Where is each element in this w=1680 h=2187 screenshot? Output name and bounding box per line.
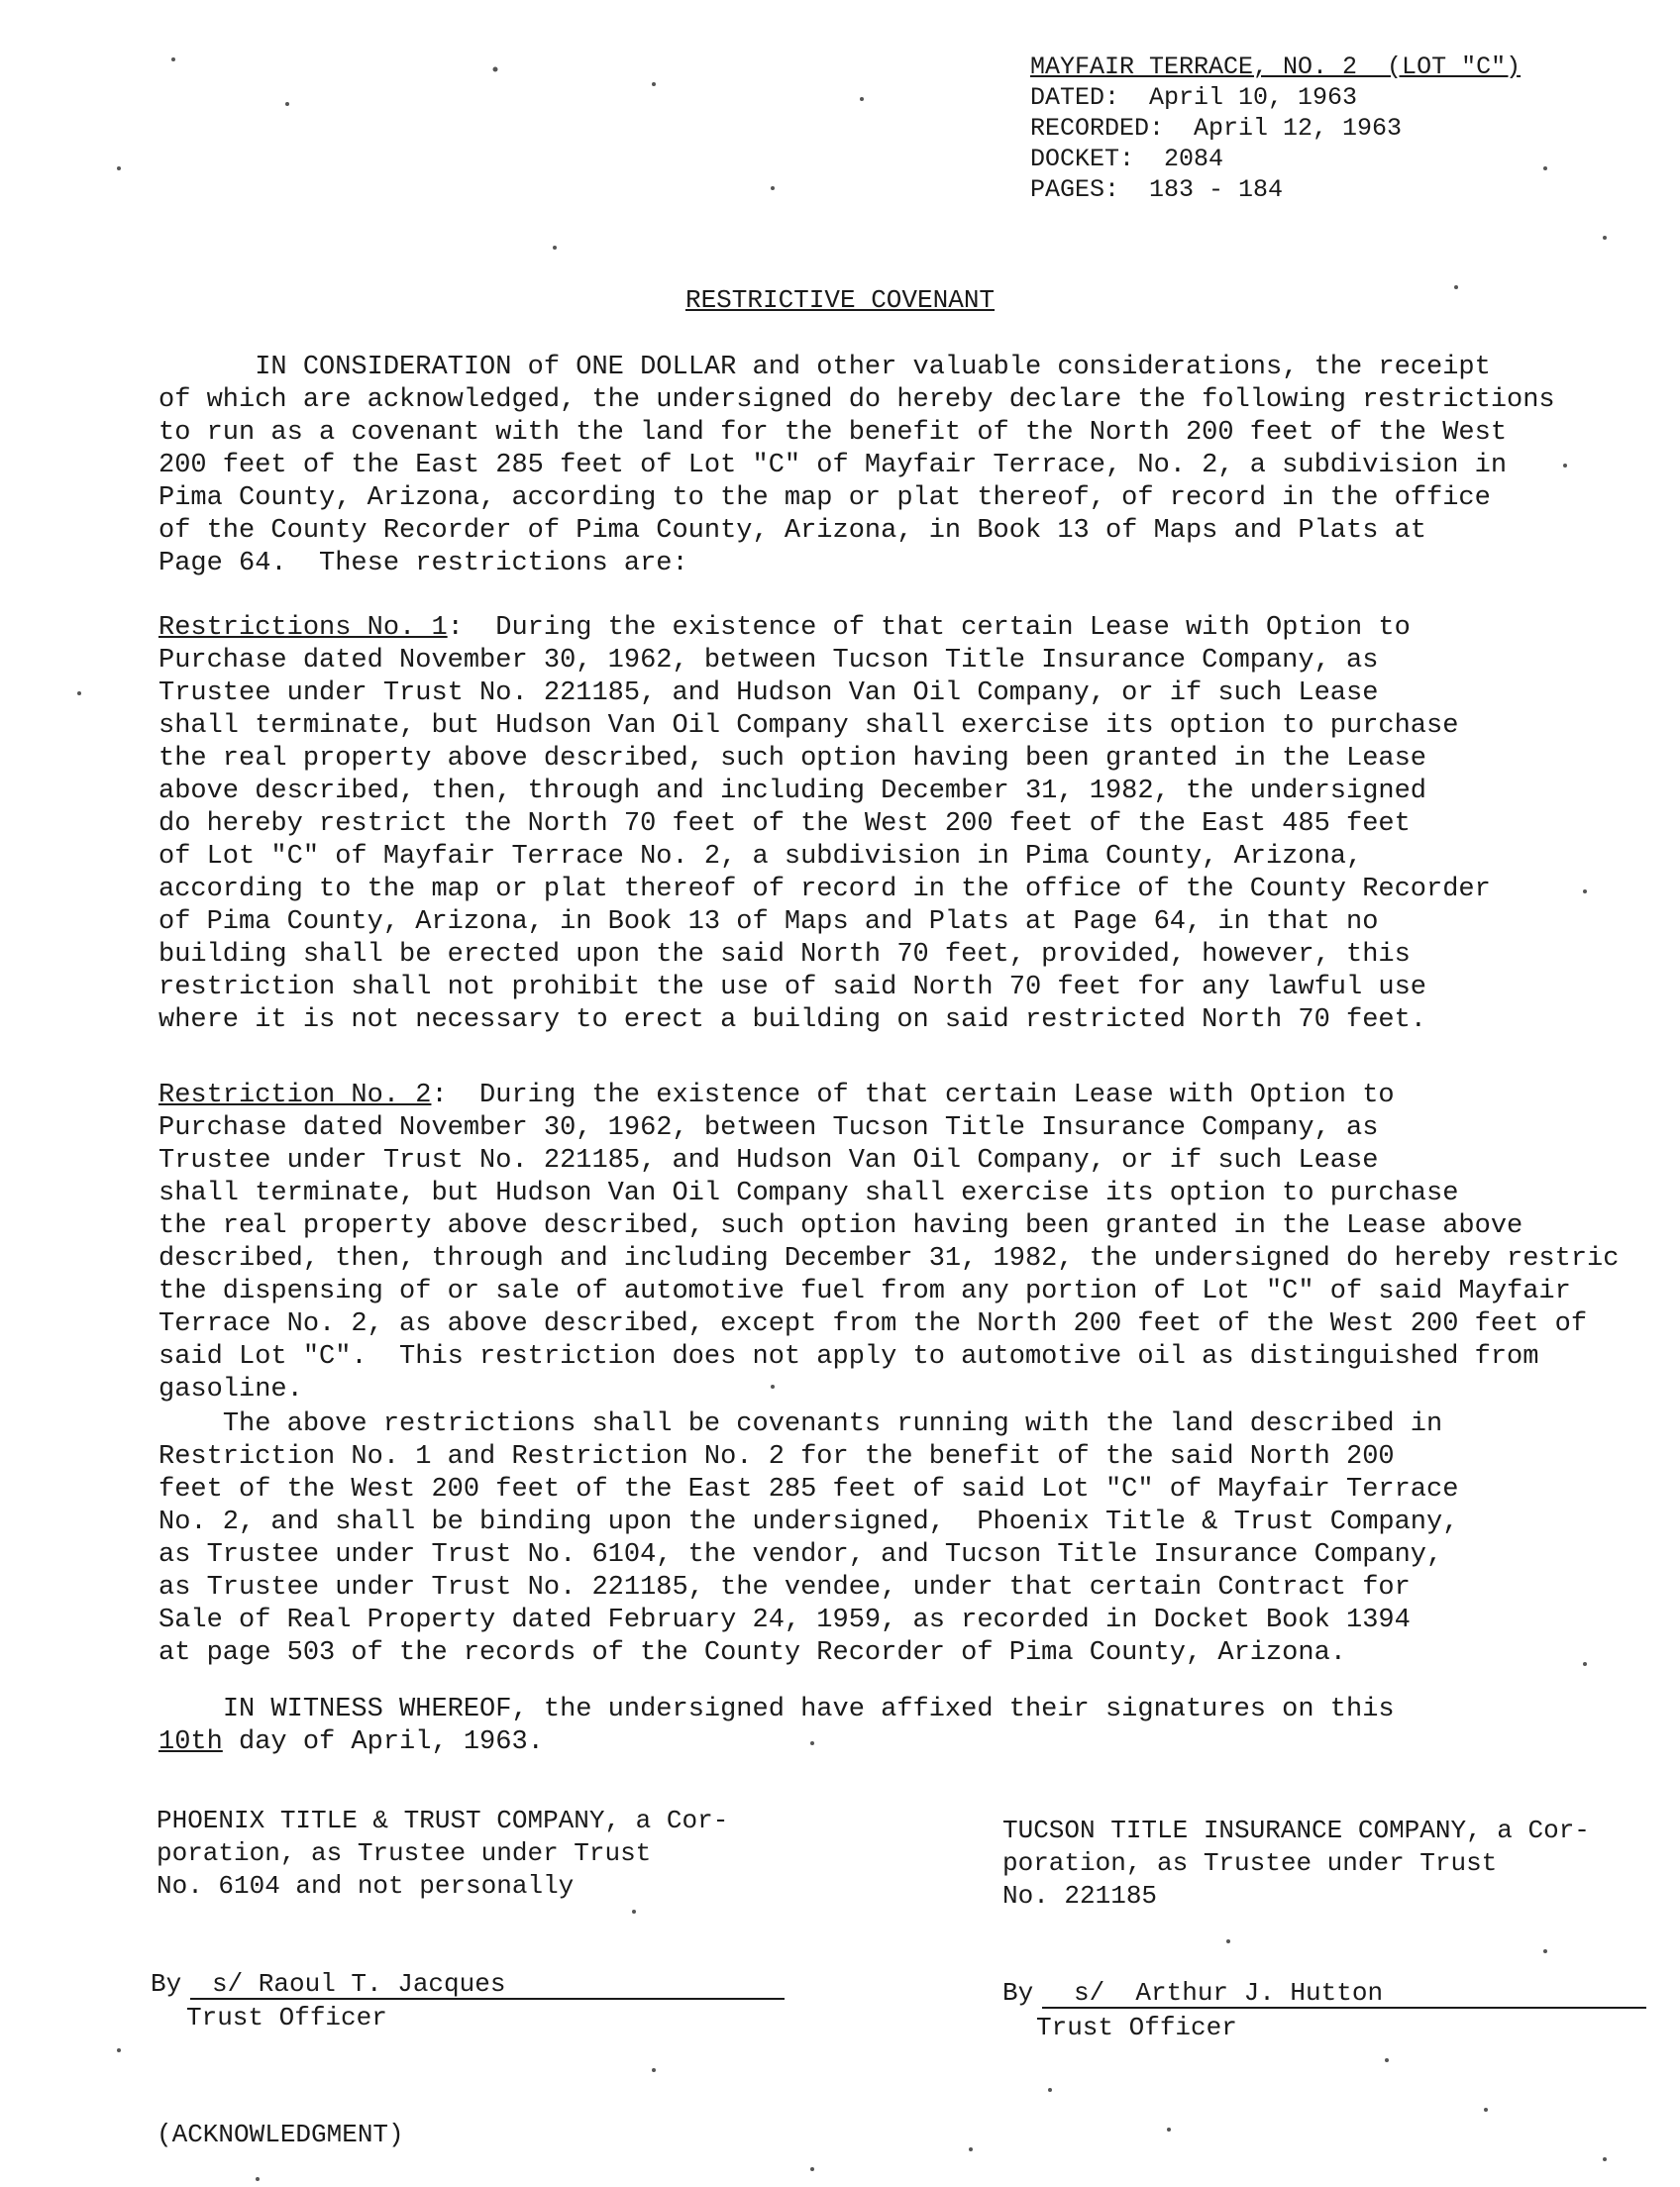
restriction-1-section — [158, 612, 1654, 1037]
restriction-1-text: : During the existence of that certain Lease with Option to Purchase dated November 30, 1962, between Tucson Title Insurance Company, as Trustee under Trust No. 221185, and Hudson Van Oil Company, or if such Lease shall terminate, but Hudson Van Oil Company shall exercise its option to purchase the real property above described, such option having been granted in the Lease above described, then, through and including December 31, 1982, the undersigned do hereby restrict the North 70 feet of the West 200 feet of the East 485 feet of Lot "C" of Mayfair Terrace No. 2, a subdivision in Pima County, Arizona, according to the map or plat thereof of record in the office of the County Recorder of Pima County, Arizona, in Book 13 of Maps and Plats at Page 64, in that no building shall be erected upon the said North 70 feet, provided, however, this restriction shall not prohibit the use of said North 70 feet for any lawful use where it is not necessary to erect a building on said restricted North 70 feet. — [158, 613, 1491, 1035]
right-signature-rule — [1042, 2007, 1646, 2009]
document-title: RESTRICTIVE COVENANT — [684, 285, 996, 315]
left-signer-title: Trust Officer — [186, 2003, 387, 2032]
acknowledgment-label: (ACKNOWLEDGMENT) — [157, 2120, 404, 2149]
witness-clause — [158, 1694, 1545, 1759]
left-signature: s/ Raoul T. Jacques — [212, 1969, 506, 1999]
recording-header — [1030, 52, 1521, 205]
restriction-1-label: Restrictions No. 1 — [158, 613, 448, 643]
header-docket: DOCKET: 2084 — [1030, 145, 1224, 173]
witness-line-2: day of April, 1963. — [222, 1727, 544, 1757]
restriction-2-paragraph — [158, 1080, 1654, 1406]
right-by-label: By — [1002, 1978, 1034, 2008]
left-signature-rule — [190, 1998, 785, 2000]
covenant-paragraph: The above restrictions shall be covenants running with the land described in Restriction No. 1 and Restriction No. 2 for the benefit of the said North 200 feet of the West 200 feet of the East 285 feet of said Lot "C" of Mayfair Terrace No. 2, and shall be binding upon the undersigned, Phoenix Title & Trust Company, as Trustee under Trust No. 6104, the vendor, and Tucson Title Insurance Company, as Trustee under Trust No. 221185, the vendee, under that certain Contract for Sale of Real Property dated February 24, 1959, as recorded in Docket Book 1394 at page 503 of the records of the County Recorder of Pima County, Arizona. — [158, 1409, 1459, 1668]
left-party-block: PHOENIX TITLE & TRUST COMPANY, a Cor- poration, as Trustee under Trust No. 6104 and not personally — [157, 1806, 729, 1901]
witness-line-1: IN WITNESS WHEREOF, the undersigned have affixed their signatures on this — [158, 1695, 1395, 1724]
restriction-1-paragraph — [158, 612, 1654, 1037]
right-party-block: TUCSON TITLE INSURANCE COMPANY, a Cor- poration, as Trustee under Trust No. 221185 — [1002, 1816, 1590, 1911]
preamble-paragraph: IN CONSIDERATION of ONE DOLLAR and other valuable considerations, the receipt of which are acknowledged, the undersigned do hereby declare the following restrictions to run as a covenant with the land for the benefit of the North 200 feet of the West 200 feet of the East 285 feet of Lot "C" of Mayfair Terrace, No. 2, a subdivision in Pima County, Arizona, according to the map or plat thereof, of record in the office of the County Recorder of Pima County, Arizona, in Book 13 of Maps and Plats at Page 64. These restrictions are: — [158, 353, 1555, 578]
header-lot-line: MAYFAIR TERRACE, NO. 2 (LOT "C") — [1030, 52, 1522, 81]
header-dated: DATED: April 10, 1963 — [1030, 83, 1358, 112]
restriction-2-text: : During the existence of that certain Lease with Option to Purchase dated November 30, 1962, between Tucson Title Insurance Company, as Trustee under Trust No. 221185, and Hudson Van Oil Company, or if such Lease shall terminate, but Hudson Van Oil Company shall exercise its option to purchase the real property above described, such option having been granted in the Lease above described, then, through and including December 31, 1982, the undersigned do hereby restric the dispensing of or sale of automotive fuel from any portion of Lot "C" of said Mayfair Terrace No. 2, as above described, except from the North 200 feet of the West 200 feet of said Lot "C". This restriction does not apply to automotive oil as distinguished from gasoline. — [158, 1081, 1620, 1405]
right-signature: s/ Arthur J. Hutton — [1074, 1978, 1384, 2008]
preamble-section — [158, 352, 1654, 580]
header-recorded: RECORDED: April 12, 1963 — [1030, 114, 1403, 143]
header-pages: PAGES: 183 - 184 — [1030, 175, 1284, 204]
right-signature-line — [1002, 1977, 1646, 2009]
covenant-section — [158, 1408, 1654, 1670]
left-by-label: By — [151, 1969, 182, 1999]
right-signer-title: Trust Officer — [1036, 2013, 1237, 2042]
left-signature-line — [151, 1968, 785, 2000]
witness-day: 10th — [158, 1727, 223, 1757]
restriction-2-label: Restriction No. 2 — [158, 1081, 432, 1110]
restriction-2-section — [158, 1080, 1654, 1406]
